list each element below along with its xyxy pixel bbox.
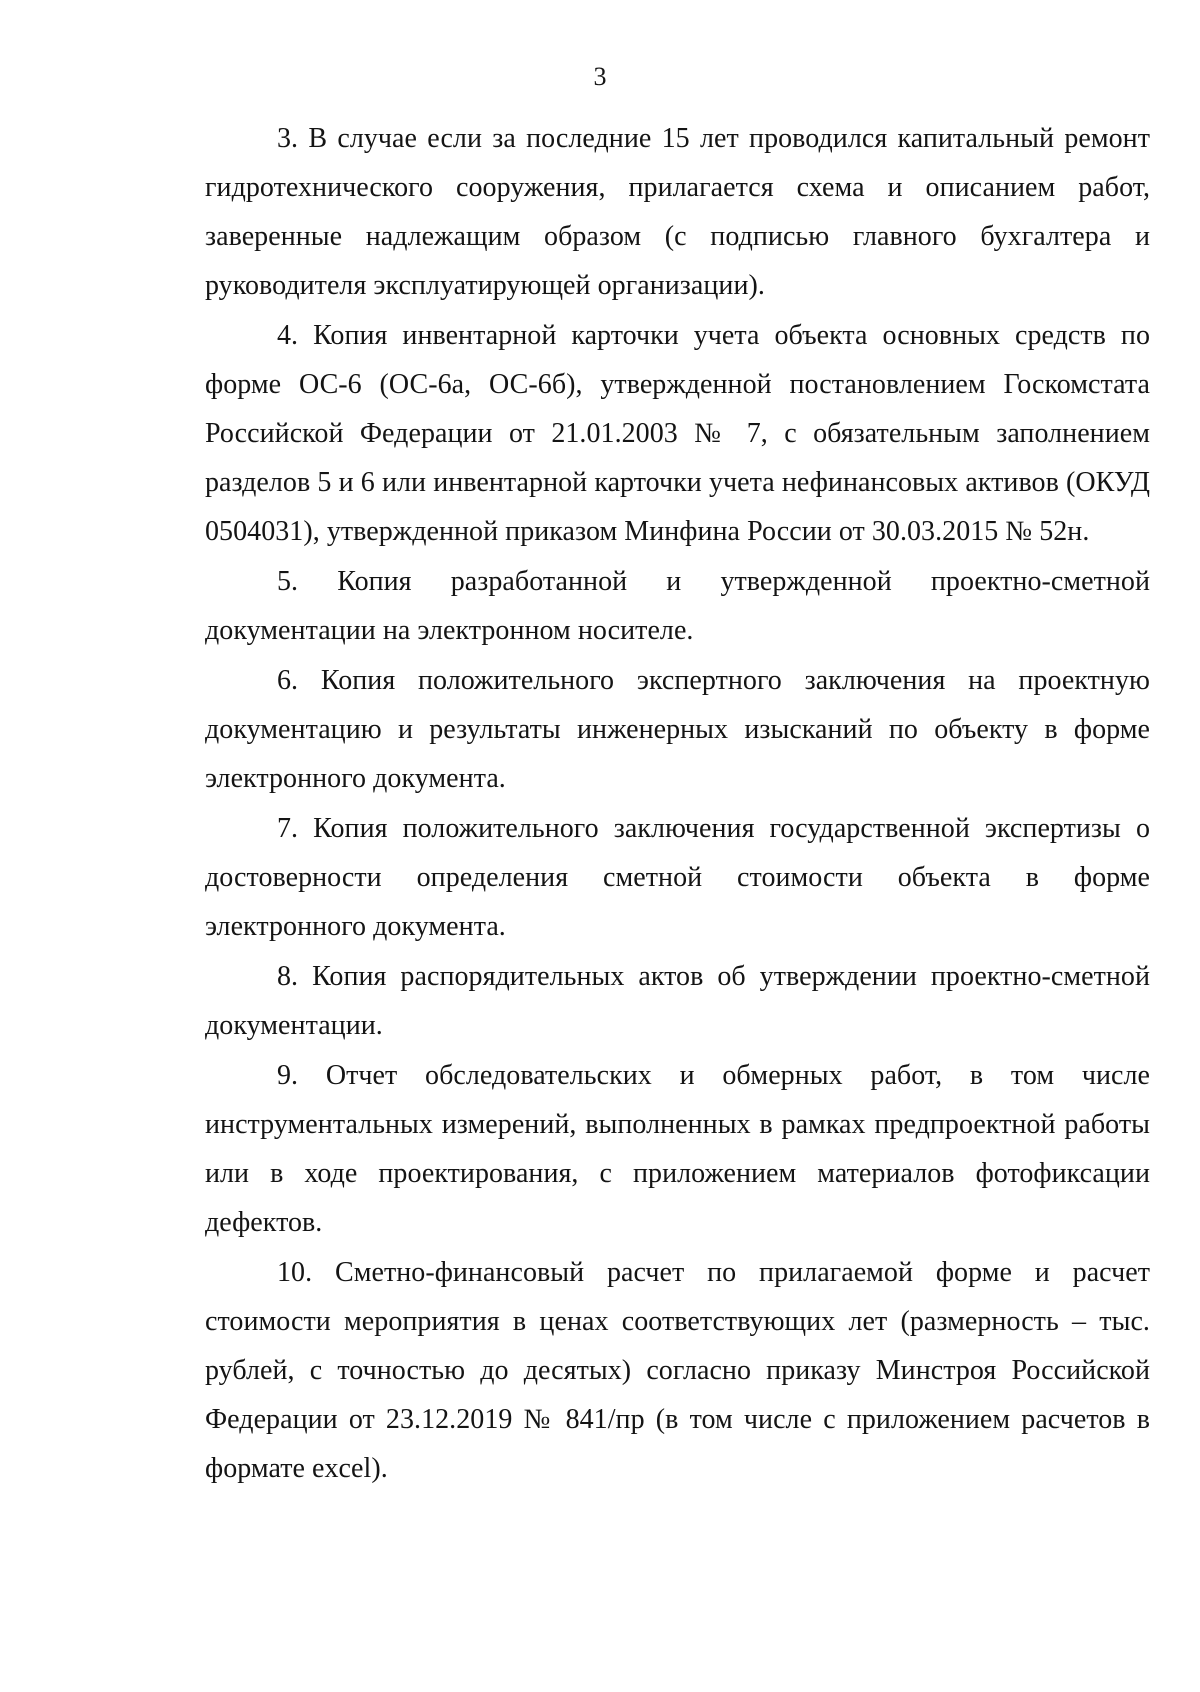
list-item: 8. Копия распорядительных актов об утверждении проектно-сметной документации.: [205, 961, 1150, 1041]
list-item: 5. Копия разработанной и утвержденной проектно-сметной документации на электронном носителе.: [205, 566, 1150, 646]
list-item: 7. Копия положительного заключения государственной экспертизы о достоверности определения сметной стоимости объекта в форме электронного документа.: [205, 813, 1150, 942]
document-body: [205, 114, 1150, 1493]
list-item: 4. Копия инвентарной карточки учета объекта основных средств по форме ОС-6 (ОС-6а, ОС-6б), утвержденной постановлением Госкомстата Российской Федерации от 21.01.2003 № 7, с обязательным заполнением разделов 5 и 6 или инвентарной карточки учета нефинансовых активов (ОКУД 0504031), утвержденной приказом Минфина России от 30.03.2015 № 52н.: [205, 320, 1150, 547]
list-item: 10. Сметно-финансовый расчет по прилагаемой форме и расчет стоимости мероприятия в ценах соответствующих лет (размерность – тыс. рублей, с точностью до десятых) согласно приказу Минстроя Российской Федерации от 23.12.2019 № 841/пр (в том числе с приложением расчетов в формате excel).: [205, 1257, 1150, 1484]
list-item: 9. Отчет обследовательских и обмерных работ, в том числе инструментальных измерений, выполненных в рамках предпроектной работы или в ходе проектирования, с приложением материалов фотофиксации дефектов.: [205, 1060, 1150, 1238]
list-item: 3. В случае если за последние 15 лет проводился капитальный ремонт гидротехнического сооружения, прилагается схема и описанием работ, заверенные надлежащим образом (с подписью главного бухгалтера и руководителя эксплуатирующей организации).: [205, 123, 1150, 301]
list-item: 6. Копия положительного экспертного заключения на проектную документацию и результаты инженерных изысканий по объекту в форме электронного документа.: [205, 665, 1150, 794]
page-number: 3: [593, 62, 607, 91]
